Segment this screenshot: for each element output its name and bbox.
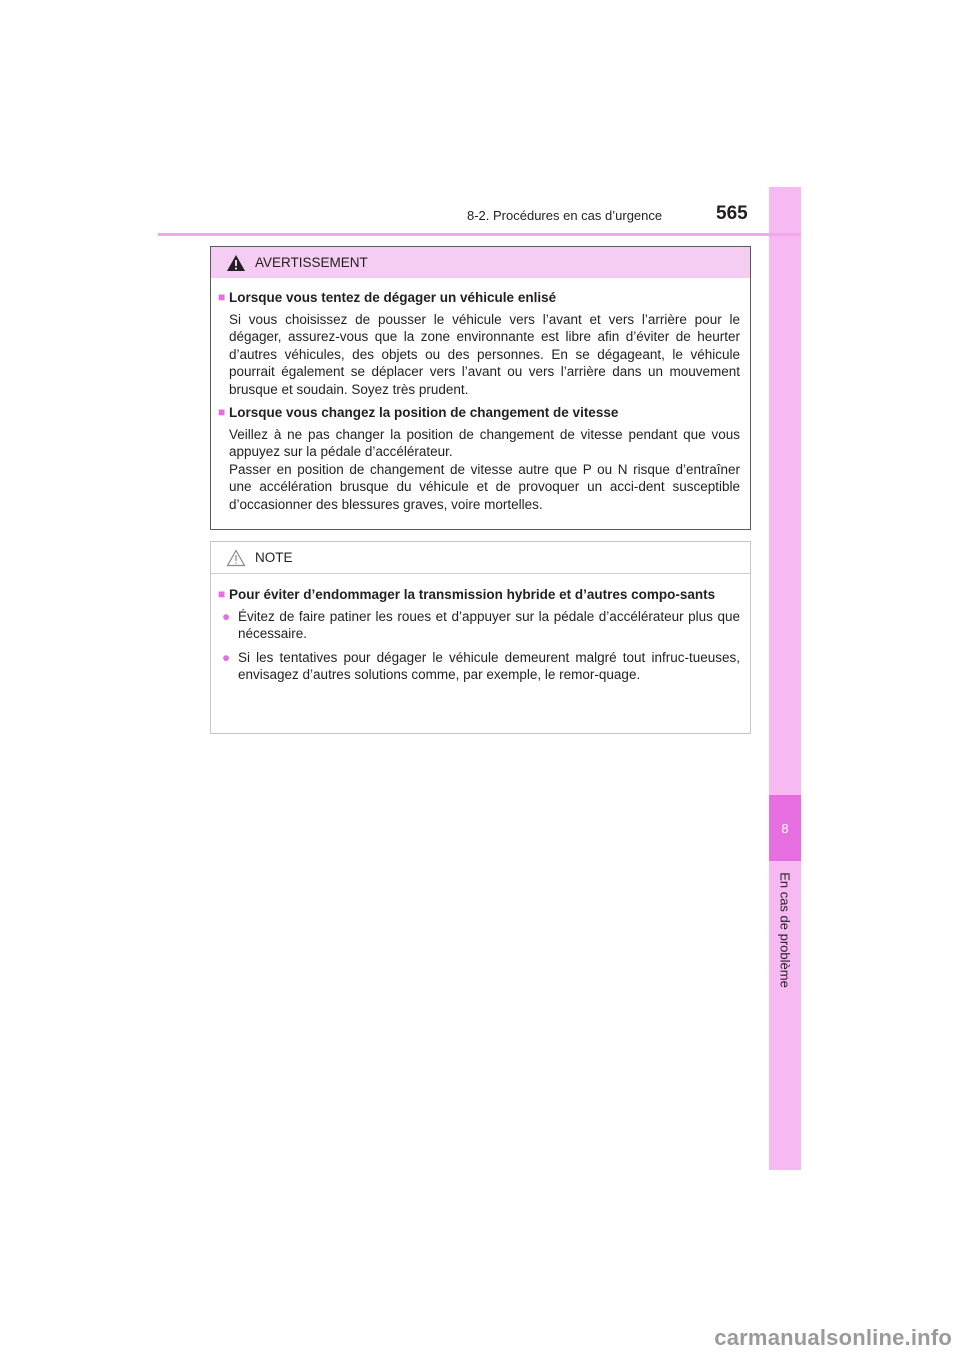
note-title: NOTE — [255, 550, 293, 565]
warning-paragraph: Passer en position de changement de vitesse autre que P ou N risque d’entraîner une accélération brusque du véhicule et de provoquer un acci-dent susceptible d’occasionner des blessures graves, voire mortelles. — [229, 461, 740, 512]
note-box — [210, 541, 751, 734]
page-number: 565 — [716, 203, 748, 224]
chapter-label: En cas de problème — [777, 872, 793, 988]
warning-box — [210, 246, 751, 530]
note-bullet: ● Évitez de faire patiner les roues et d’appuyer sur la pédale d’accélérateur plus que nécessaire. — [222, 608, 740, 641]
warning-triangle-filled-icon — [226, 254, 246, 272]
circle-bullet-icon: ● — [222, 649, 231, 665]
warning-triangle-outline-icon — [226, 549, 246, 567]
warning-paragraph: Veillez à ne pas changer la position de changement de vitesse pendant que vous appuyez sur la pédale d’accélérateur. — [229, 426, 740, 459]
chapter-side-tab — [769, 187, 801, 1170]
chapter-number: 8 — [769, 795, 801, 861]
warning-header — [211, 247, 750, 278]
warning-title: AVERTISSEMENT — [255, 255, 368, 270]
note-bullet: ● Si les tentatives pour dégager le véhicule demeurent malgré tout infruc-tueuses, envisagez d’autres solutions comme, par exemple, le remor-quage. — [222, 649, 740, 682]
warning-heading-2: ■ Lorsque vous changez la position de changement de vitesse — [218, 405, 619, 420]
header-rule — [158, 233, 801, 236]
note-heading: ■ Pour éviter d’endommager la transmission hybride et d’autres compo-sants — [218, 587, 716, 602]
warning-heading-1: ■ Lorsque vous tentez de dégager un véhicule enlisé — [218, 290, 557, 305]
watermark: carmanualsonline.info — [714, 1325, 952, 1350]
note-header — [211, 542, 750, 574]
square-bullet-icon: ■ — [218, 405, 226, 419]
warning-paragraph: Si vous choisissez de pousser le véhicule vers l’avant et vers l’arrière pour le dégager, assurez-vous que la zone environnante est libre afin d’éviter de heurter d’autres véhicules, des objets ou des personnes. En se dégageant, le véhicule pourrait également se déplacer vers l’avant ou vers l’arrière dans un mouvement brusque et soudain. Soyez très prudent. — [229, 311, 740, 397]
section-title: 8-2. Procédures en cas d’urgence — [467, 208, 663, 223]
square-bullet-icon: ■ — [218, 587, 226, 601]
square-bullet-icon: ■ — [218, 290, 226, 304]
circle-bullet-icon: ● — [222, 608, 231, 624]
